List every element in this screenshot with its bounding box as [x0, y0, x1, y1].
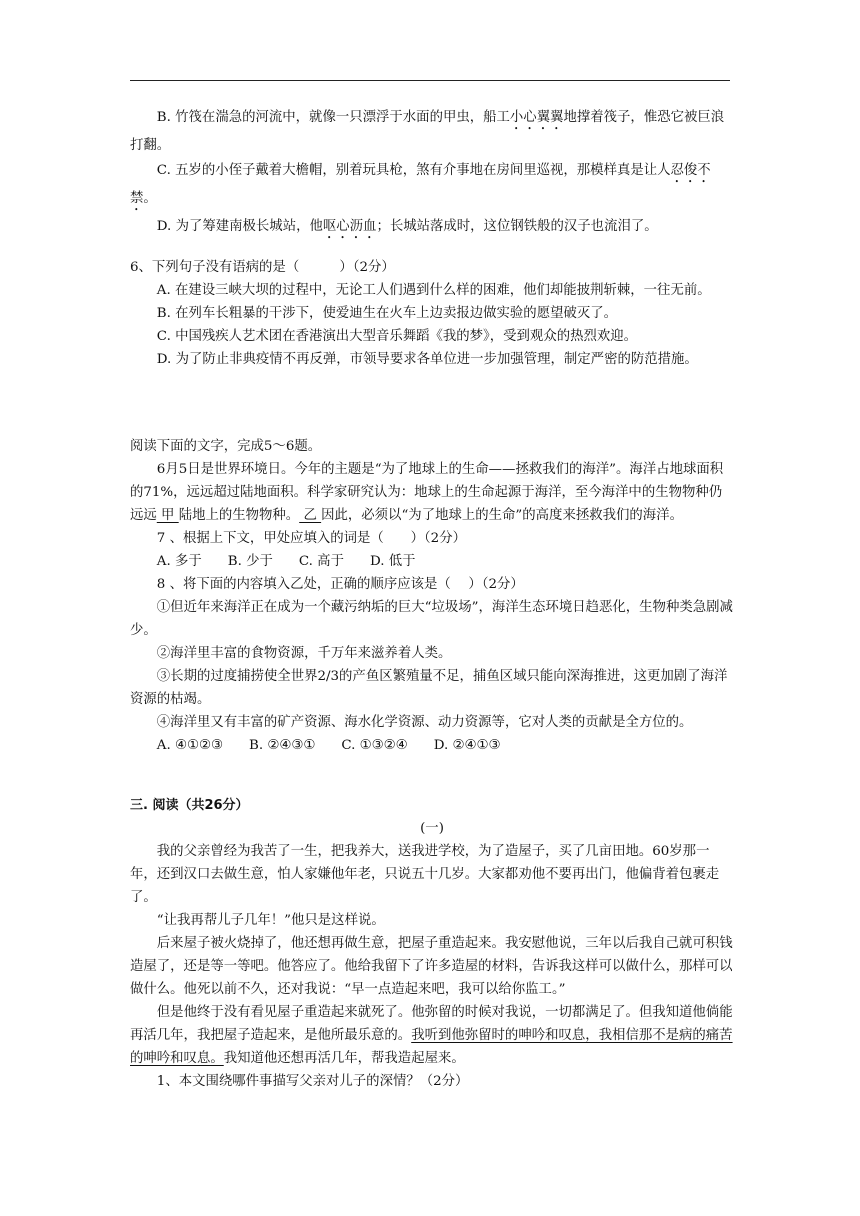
q5-option-d: D. 为了筹建南极长城站，他呕心沥血；长城站落成时，这位钢铁般的汉子也流泪了。: [156, 219, 658, 234]
q5-options: [130, 105, 734, 242]
article-paragraph-3: 后来屋子被火烧掉了，他还想再做生意，把屋子重造起来。我安慰他说，三年以后我自己就可积钱造屋了，还是等一等吧。他答应了。他给我留下了许多造屋的材料，告诉我这样可以做什么，那样可以做什么。他死以前不久，还对我说：“早一点造起来吧，我可以给你监工。”: [130, 936, 733, 997]
section-3-title: 三. 阅读（共26分）: [130, 798, 249, 813]
article-paragraph-2: “让我再帮儿子几年！”他只是这样说。: [156, 913, 385, 928]
question-1: 1、本文围绕哪件事描写父亲对儿子的深情？（2分）: [156, 1074, 469, 1089]
q8-option-d: D. ②④①③: [433, 738, 501, 753]
q8-item-4: ④海洋里又有丰富的矿产资源、海水化学资源、动力资源等，它对人类的贡献是全方位的。: [156, 715, 693, 730]
passage-block: [130, 435, 734, 757]
q8-option-a: A. ④①②③: [156, 738, 223, 753]
q8-options: [130, 734, 734, 757]
q6-option-a: A. 在建设三峡大坝的过程中，无论工人们遇到什么样的困难，他们却能披荆斩棘，一往无前。: [156, 283, 711, 298]
article-paragraph-4: 但是他终于没有看见屋子重造起来就死了。他弥留的时候对我说，一切都满足了。但我知道他倘能再活几年，我把屋子造起来，是他所最乐意的。我听到他弥留时的呻吟和叹息，我相信那不是病的痛苦的呻吟和叹息。我知道他还想再活几年，帮我造起屋来。: [130, 1005, 733, 1066]
q8-stem: 8 、将下面的内容填入乙处，正确的顺序应该是（ ）（2分）: [156, 577, 524, 592]
article-paragraph-1: 我的父亲曾经为我苦了一生，把我养大，送我进学校，为了造屋子，买了几亩田地。60岁那一年，还到汉口去做生意，怕人家嫌他年老，只说五十几岁。大家都劝他不要再出门，他偏背着包裹走了。: [130, 844, 720, 905]
blank-jia: 甲: [156, 508, 179, 523]
q5-option-b: B. 竹筏在湍急的河流中，就像一只漂浮于水面的甲虫，船工小心翼翼地撑着筏子，惟恐它被巨浪打翻。: [130, 110, 725, 153]
q8-option-c: C. ①③②④: [341, 738, 408, 753]
section-3: [130, 794, 734, 1093]
q8-item-3: ③长期的过度捕捞使全世界2/3的产鱼区繁殖量不足，捕鱼区域只能向深海推进，这更加剧了海洋资源的枯竭。: [130, 669, 728, 707]
q7-option-d: D. 低于: [369, 554, 416, 569]
q6-stem: 6、下列句子没有语病的是（ ）（2分）: [130, 260, 395, 275]
blank-yi: 乙: [299, 508, 322, 523]
header-rule: [130, 80, 730, 81]
underlined-sentence: 我听到他弥留时的呻吟和叹息，我相信那不是病的痛苦的呻吟和叹息。: [130, 1028, 733, 1066]
q7-option-c: C. 高于: [298, 554, 344, 569]
q7-option-b: B. 少于: [227, 554, 273, 569]
q6-option-d: D. 为了防止非典疫情不再反弹，市领导要求各单位进一步加强管理，制定严密的防范措施。: [156, 352, 698, 367]
q6-option-b: B. 在列车长粗暴的干涉下，使爱迪生在火车上边卖报边做实验的愿望破灭了。: [156, 306, 618, 321]
q8-item-1: ①但近年来海洋正在成为一个藏污纳垢的巨大“垃圾场”，海洋生态环境日趋恶化，生物种类急剧减少。: [130, 600, 733, 638]
q7-options: [130, 550, 734, 573]
q6-option-c: C. 中国残疾人艺术团在香港演出大型音乐舞蹈《我的梦》，受到观众的热烈欢迎。: [156, 329, 638, 344]
q8-option-b: B. ②④③①: [249, 738, 316, 753]
q6: [130, 256, 734, 371]
q7-stem: 7 、根据上下文，甲处应填入的词是（ ）（2分）: [156, 531, 466, 546]
reading-intro: 阅读下面的文字，完成5～6题。: [130, 439, 322, 454]
q5-option-c: C. 五岁的小侄子戴着大檐帽，别着玩具枪，煞有介事地在房间里巡视，那模样真是让人忍俊不禁。: [130, 163, 711, 206]
q8-item-2: ②海洋里丰富的食物资源，千万年来滋养着人类。: [156, 646, 452, 661]
q7-option-a: A. 多于: [156, 554, 202, 569]
passage-paragraph: 6月5日是世界环境日。今年的主题是“为了地球上的生命——拯救我们的海洋”。海洋占地球面积的71%，远远超过陆地面积。科学家研究认为：地球上的生命起源于海洋，至今海洋中的生物物种仍远远 甲 陆地上的生物物种。 乙 因此，必须以“为了地球上的生命”的高度来拯救我们的海洋。: [130, 462, 724, 523]
section-3-subtitle: (一): [420, 821, 444, 836]
